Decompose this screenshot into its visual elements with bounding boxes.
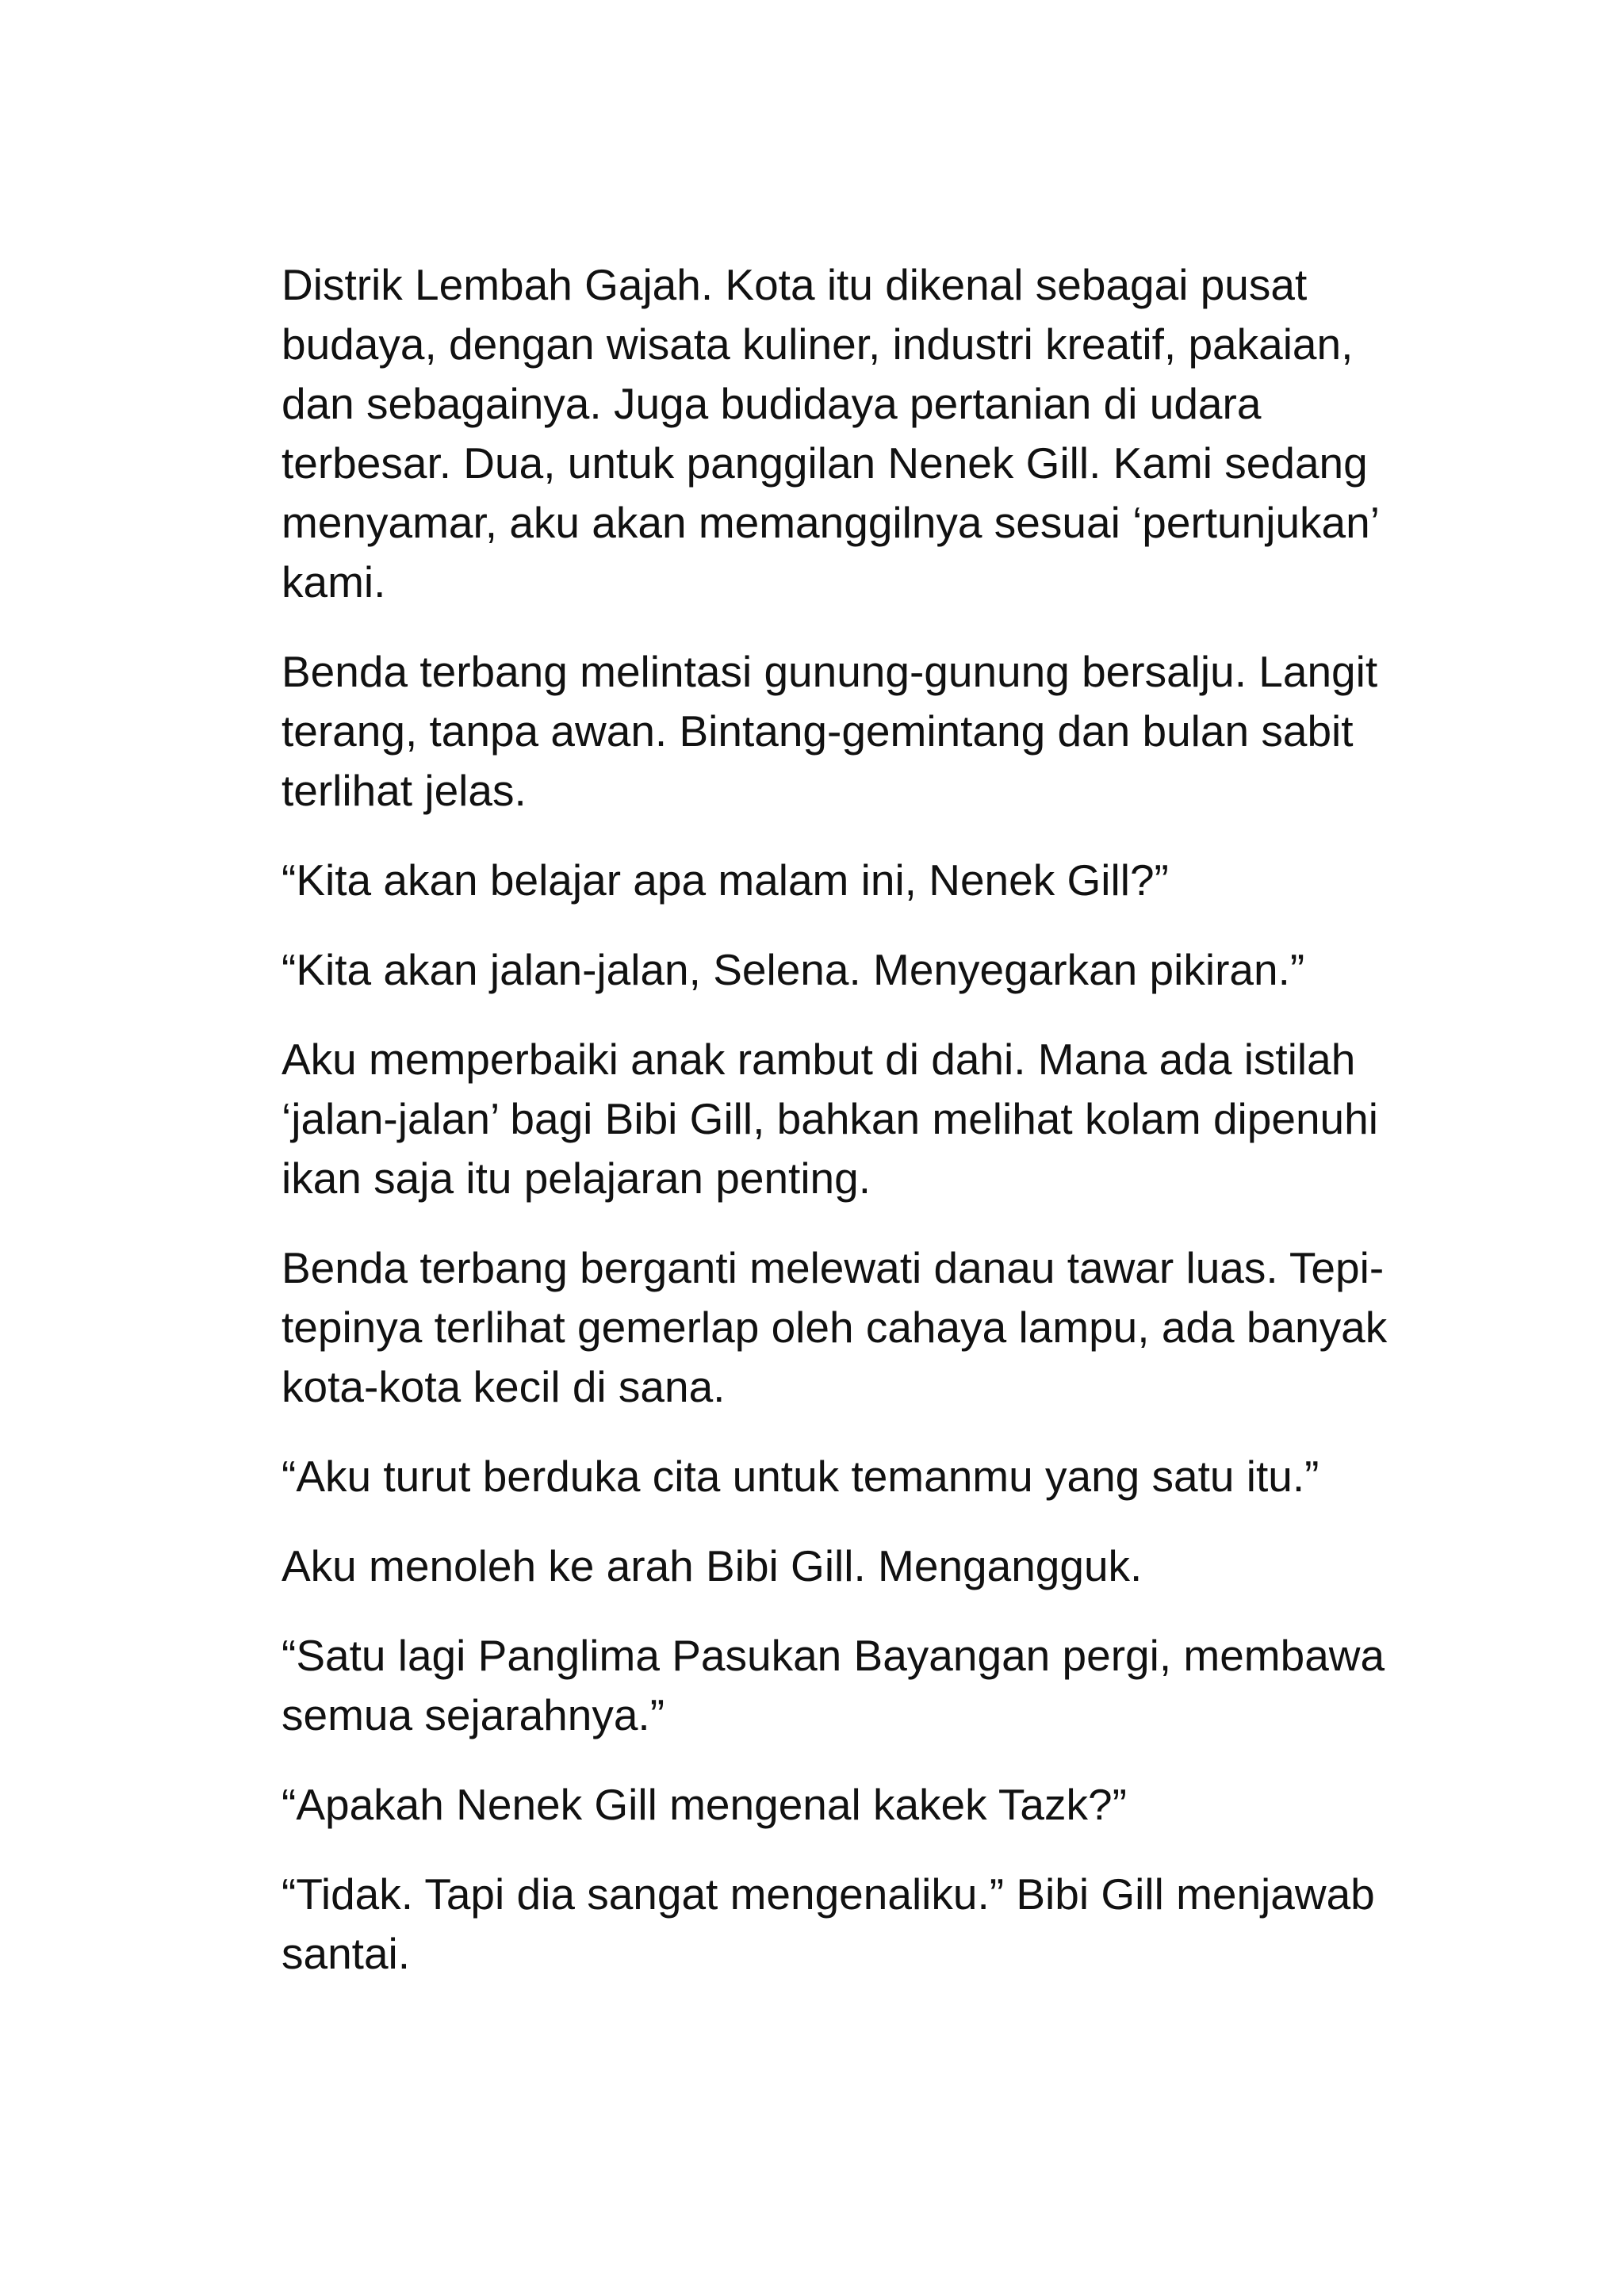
paragraph: Aku menoleh ke arah Bibi Gill. Mengangguk.	[282, 1541, 1143, 1590]
paragraph: “Tidak. Tapi dia sangat mengenaliku.” Bibi Gill menjawab santai.	[282, 1869, 1375, 1978]
paragraph: Benda terbang melintasi gunung-gunung bersalju. Langit terang, tanpa awan. Bintang-gemintang dan bulan sabit terlihat jelas.	[282, 647, 1378, 815]
paragraph: Aku memperbaiki anak rambut di dahi. Mana ada istilah ‘jalan-jalan’ bagi Bibi Gill, bahkan melihat kolam dipenuhi ikan saja itu pelajaran penting.	[282, 1035, 1378, 1203]
paragraph: Benda terbang berganti melewati danau tawar luas. Tepi-tepinya terlihat gemerlap oleh cahaya lampu, ada banyak kota-kota kecil di sana.	[282, 1243, 1388, 1411]
paragraph: “Satu lagi Panglima Pasukan Bayangan pergi, membawa semua sejarahnya.”	[282, 1631, 1385, 1739]
paragraph: “Kita akan jalan-jalan, Selena. Menyegarkan pikiran.”	[282, 945, 1305, 994]
paragraph: “Kita akan belajar apa malam ini, Nenek Gill?”	[282, 855, 1169, 905]
paragraph: Distrik Lembah Gajah. Kota itu dikenal sebagai pusat budaya, dengan wisata kuliner, industri kreatif, pakaian, dan sebagainya. Juga budidaya pertanian di udara terbesar. Dua, untuk panggilan Nenek Gill. Kami sedang menyamar, aku akan memanggilnya sesuai ‘pertunjukan’ kami.	[282, 260, 1378, 607]
paragraph: “Apakah Nenek Gill mengenal kakek Tazk?”	[282, 1780, 1127, 1829]
paragraph: “Aku turut berduka cita untuk temanmu yang satu itu.”	[282, 1452, 1320, 1501]
body-text	[282, 255, 1392, 2014]
